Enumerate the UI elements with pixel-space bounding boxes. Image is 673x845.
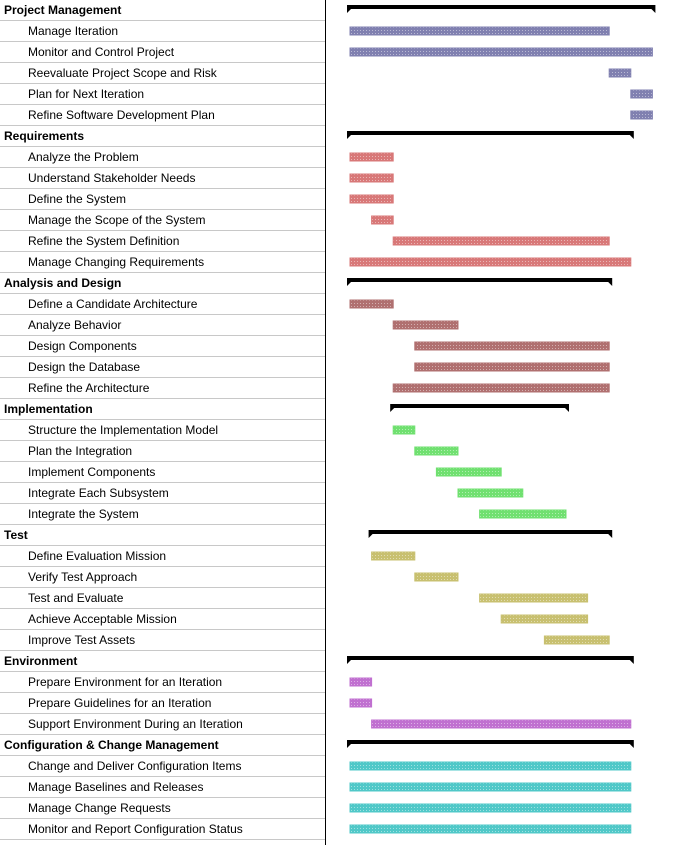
task-bar xyxy=(372,216,394,224)
summary-bar xyxy=(347,740,634,748)
group-row[interactable]: Test xyxy=(0,525,325,546)
task-bar xyxy=(350,174,393,182)
task-bar xyxy=(436,468,501,476)
task-row[interactable]: Test and Evaluate xyxy=(0,588,325,609)
task-row[interactable]: Reevaluate Project Scope and Risk xyxy=(0,63,325,84)
task-row[interactable]: Define a Candidate Architecture xyxy=(0,294,325,315)
task-row[interactable]: Analyze the Problem xyxy=(0,147,325,168)
task-row[interactable]: Support Environment During an Iteration xyxy=(0,714,325,735)
task-row[interactable]: Integrate the System xyxy=(0,504,325,525)
task-row[interactable]: Refine Software Development Plan xyxy=(0,105,325,126)
task-row[interactable]: Manage the Scope of the System xyxy=(0,210,325,231)
task-row[interactable]: Implement Components xyxy=(0,462,325,483)
summary-bar xyxy=(369,530,613,538)
task-bar xyxy=(415,342,609,350)
task-bar xyxy=(350,678,372,686)
task-row[interactable]: Monitor and Report Configuration Status xyxy=(0,819,325,840)
task-bar xyxy=(350,825,631,833)
summary-bar xyxy=(347,131,634,139)
task-bar xyxy=(609,69,631,77)
task-row[interactable]: Change and Deliver Configuration Items xyxy=(0,756,325,777)
task-bar xyxy=(501,615,587,623)
task-bar xyxy=(372,720,631,728)
task-bar xyxy=(631,90,653,98)
task-row[interactable]: Manage Iteration xyxy=(0,21,325,42)
task-bar xyxy=(372,552,415,560)
task-row[interactable]: Manage Baselines and Releases xyxy=(0,777,325,798)
task-row[interactable]: Prepare Environment for an Iteration xyxy=(0,672,325,693)
task-bar xyxy=(393,321,458,329)
task-row[interactable]: Define the System xyxy=(0,189,325,210)
summary-bar xyxy=(347,656,634,664)
task-bar xyxy=(458,489,523,497)
task-bar xyxy=(393,237,609,245)
task-bar xyxy=(350,300,393,308)
task-bar xyxy=(415,363,609,371)
task-bar xyxy=(480,510,566,518)
task-bar xyxy=(350,48,652,56)
group-row[interactable]: Analysis and Design xyxy=(0,273,325,294)
task-row[interactable]: Plan the Integration xyxy=(0,441,325,462)
task-row[interactable]: Manage Changing Requirements xyxy=(0,252,325,273)
task-row[interactable]: Achieve Acceptable Mission xyxy=(0,609,325,630)
group-row[interactable]: Environment xyxy=(0,651,325,672)
task-bar xyxy=(480,594,588,602)
group-row[interactable]: Requirements xyxy=(0,126,325,147)
task-row[interactable]: Design Components xyxy=(0,336,325,357)
task-row[interactable]: Analyze Behavior xyxy=(0,315,325,336)
task-row[interactable]: Improve Test Assets xyxy=(0,630,325,651)
task-bar xyxy=(350,783,631,791)
task-row[interactable]: Prepare Guidelines for an Iteration xyxy=(0,693,325,714)
group-row[interactable]: Configuration & Change Management xyxy=(0,735,325,756)
summary-bar xyxy=(390,404,569,412)
task-row[interactable]: Structure the Implementation Model xyxy=(0,420,325,441)
group-row[interactable]: Implementation xyxy=(0,399,325,420)
group-row[interactable]: Project Management xyxy=(0,0,325,21)
task-bar xyxy=(350,699,372,707)
task-bar xyxy=(350,153,393,161)
task-row[interactable]: Design the Database xyxy=(0,357,325,378)
task-bar xyxy=(350,258,631,266)
task-bar xyxy=(415,447,458,455)
task-row[interactable]: Refine the System Definition xyxy=(0,231,325,252)
task-bar xyxy=(415,573,458,581)
task-row[interactable]: Refine the Architecture xyxy=(0,378,325,399)
task-bar xyxy=(350,195,393,203)
task-bar xyxy=(350,762,631,770)
task-bar xyxy=(350,27,609,35)
task-row[interactable]: Verify Test Approach xyxy=(0,567,325,588)
task-row[interactable]: Monitor and Control Project xyxy=(0,42,325,63)
task-row[interactable]: Integrate Each Subsystem xyxy=(0,483,325,504)
task-row[interactable]: Understand Stakeholder Needs xyxy=(0,168,325,189)
summary-bar xyxy=(347,5,655,13)
summary-bar xyxy=(347,278,612,286)
task-bar xyxy=(631,111,653,119)
task-bar xyxy=(350,804,631,812)
task-bar xyxy=(393,384,609,392)
task-bar xyxy=(544,636,609,644)
task-row[interactable]: Define Evaluation Mission xyxy=(0,546,325,567)
task-row[interactable]: Plan for Next Iteration xyxy=(0,84,325,105)
task-bar xyxy=(393,426,415,434)
task-row[interactable]: Manage Change Requests xyxy=(0,798,325,819)
